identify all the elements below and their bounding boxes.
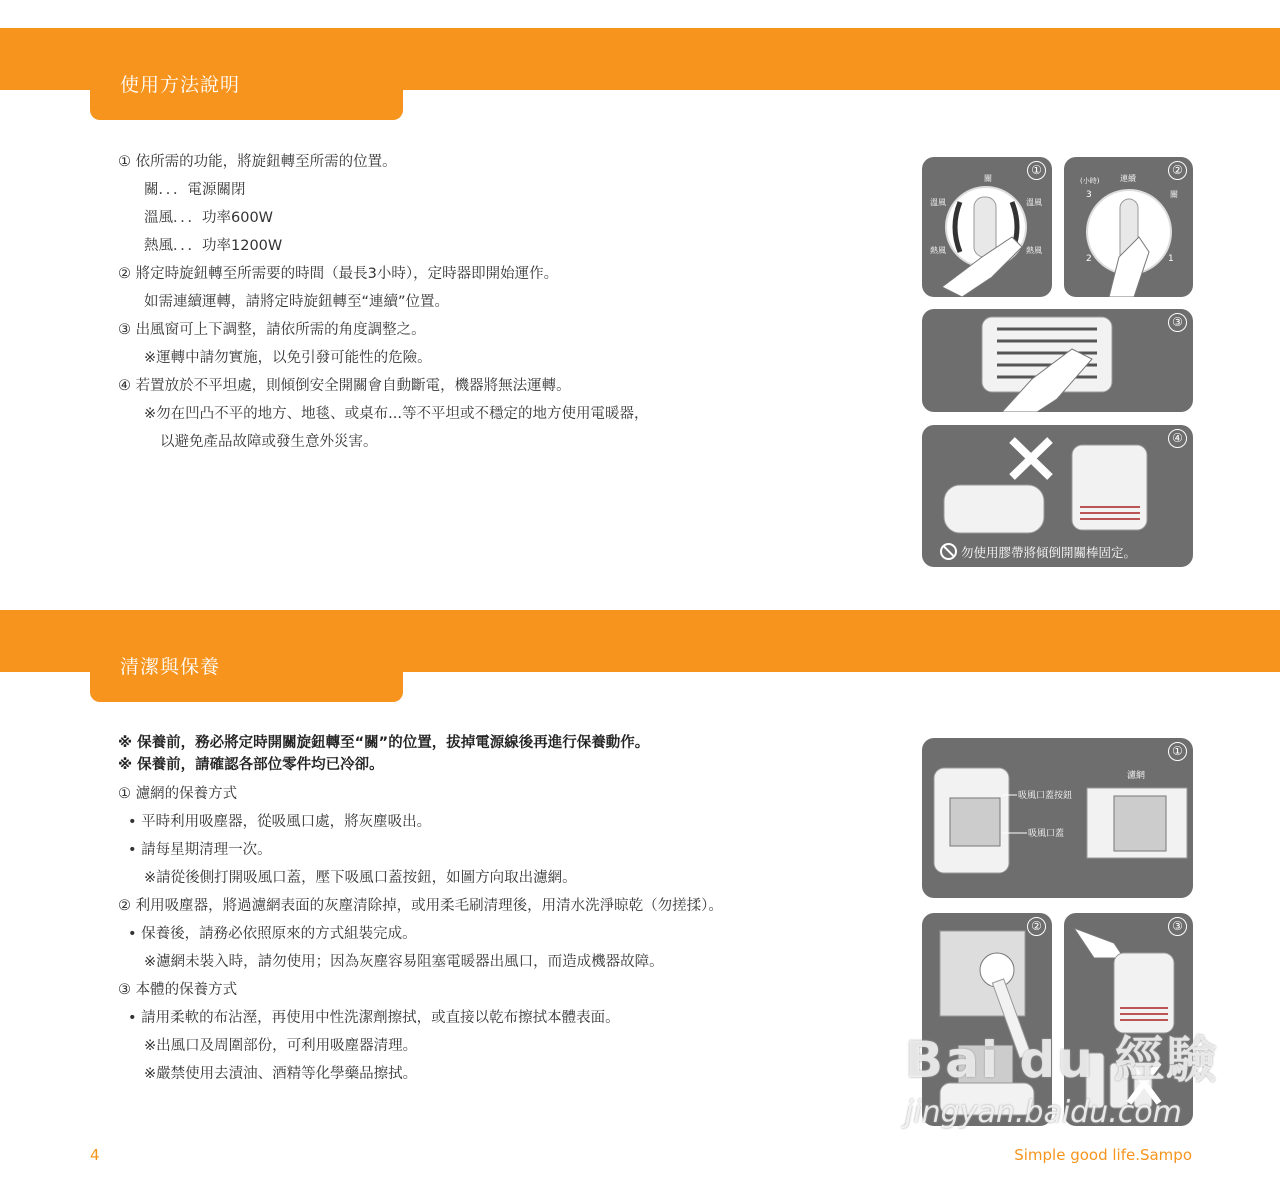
filter-label: 吸風口蓋按鈕 [1018,791,1073,801]
figure-number: ④ [1168,429,1187,448]
figure-knob-function [922,157,1052,297]
usage-line: ※勿在凹凸不平的地方、地毯、或桌布...等不平坦或不穩定的地方使用電暖器， [144,406,649,422]
usage-line: ② 將定時旋鈕轉至所需要的時間（最長3小時），定時器即開始運作。 [118,266,559,282]
cleaning-note: ※ 保養前，務必將定時開關旋鈕轉至“關”的位置，拔掉電源線後再進行保養動作。 [118,735,650,751]
figure-number: ② [1027,917,1046,936]
watermark-url: jingyan.baidu.com [905,1095,1182,1130]
usage-line: 溫風．．．功率600W [144,210,274,226]
timer-label: 1 [1168,254,1174,264]
knob-label: 熱風 [1026,246,1042,255]
usage-line: ③ 出風窗可上下調整，請依所需的角度調整之。 [118,322,426,338]
page-number: 4 [90,1146,100,1164]
cleaning-notes [118,732,649,776]
tilt-warning-text: 勿使用膠帶將傾倒開關棒固定。 [961,545,1137,560]
timer-label: 關 [1170,190,1178,199]
filter-label: 濾網 [1127,771,1146,781]
usage-line: 熱風．．．功率1200W [144,238,283,254]
usage-line: ※運轉中請勿實施，以免引發可能性的危險。 [144,350,432,366]
cleaning-line: ※出風口及周圍部份，可利用吸塵器清理。 [144,1038,418,1054]
knob-label: 溫風 [1026,198,1042,207]
cleaning-line: • 保養後，請務必依照原來的方式組裝完成。 [128,926,417,942]
cleaning-line: • 請每星期清理一次。 [128,842,272,858]
usage-line: ① 依所需的功能，將旋鈕轉至所需的位置。 [118,154,397,170]
cleaning-line: ① 濾網的保養方式 [118,786,238,802]
figure-filter-removal [922,738,1193,898]
usage-line: ④ 若置放於不平坦處，則傾倒安全開關會自動斷電，機器將無法運轉。 [118,378,571,394]
knob-label: 熱風 [930,246,946,255]
figure-number: ① [1168,742,1187,761]
prohibited-icon [940,543,957,560]
cleaning-note: ※ 保養前，請確認各部位零件均已冷卻。 [118,757,384,773]
usage-line: 關．．．電源關閉 [144,182,246,198]
knob-label: 關 [984,270,992,279]
cleaning-line: • 平時利用吸塵器，從吸風口處，將灰塵吸出。 [128,814,432,830]
figure-number: ① [1027,161,1046,180]
footer-slogan: Simple good life.Sampo [1014,1146,1192,1164]
figure-air-outlet [922,309,1193,412]
section-title-usage: 使用方法說明 [120,74,241,96]
figure-number: ③ [1168,917,1187,936]
cleaning-instructions [118,780,723,1088]
cleaning-line: ※請從後側打開吸風口蓋，壓下吸風口蓋按鈕，如圖方向取出濾網。 [144,870,577,886]
timer-label: (小時) [1080,177,1100,185]
usage-instructions [118,148,648,456]
usage-line: 以避免產品故障或發生意外災害。 [160,434,378,450]
timer-label: 連續 [1120,174,1136,183]
filter-label: 吸風口蓋 [1028,829,1065,839]
watermark-logo: Bai du 經驗 [905,1031,1219,1089]
figure-number: ③ [1168,313,1187,332]
outlet-illustration [922,309,1193,412]
cleaning-line: ② 利用吸塵器，將過濾網表面的灰塵清除掉，或用柔毛刷清理後，用清水洗淨晾乾（勿搓揉）。 [118,898,723,914]
knob-label: 關 [984,174,992,183]
filter-illustration [922,738,1193,898]
timer-label: 2 [1086,254,1092,264]
figure-number: ② [1168,161,1187,180]
knob-label: 溫風 [930,198,946,207]
figure-timer-knob [1064,157,1193,297]
usage-line: 如需連續運轉，請將定時旋鈕轉至“連續”位置。 [144,294,450,310]
cleaning-line: ※嚴禁使用去漬油、酒精等化學藥品擦拭。 [144,1066,418,1082]
section-title-cleaning: 清潔與保養 [120,656,221,678]
cleaning-line: • 請用柔軟的布沾溼，再使用中性洗潔劑擦拭，或直接以乾布擦拭本體表面。 [128,1010,620,1026]
timer-label: 3 [1086,190,1092,200]
tilt-warning [940,543,1136,561]
cleaning-line: ※濾網未裝入時，請勿使用；因為灰塵容易阻塞電暖器出風口，而造成機器故障。 [144,954,664,970]
cleaning-line: ③ 本體的保養方式 [118,982,238,998]
figure-tilt-switch [922,425,1193,567]
